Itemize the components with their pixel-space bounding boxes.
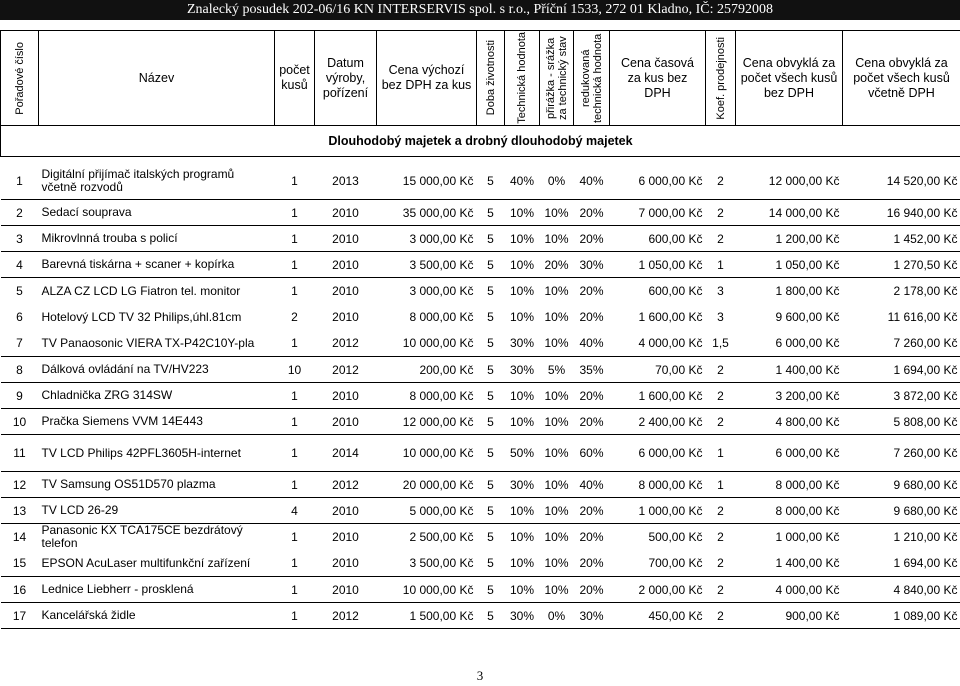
item-qty: 1 bbox=[275, 472, 315, 498]
table-row bbox=[1, 330, 960, 357]
table-row bbox=[1, 603, 960, 629]
item-tech: 40% bbox=[505, 163, 540, 200]
item-year: 2013 bbox=[315, 163, 377, 200]
row-number: 7 bbox=[1, 330, 39, 357]
item-total-vat: 5 808,00 Kč bbox=[843, 409, 960, 435]
item-total: 1 400,00 Kč bbox=[736, 550, 843, 577]
item-price: 15 000,00 Kč bbox=[377, 163, 477, 200]
item-tech: 10% bbox=[505, 200, 540, 226]
item-time-price: 450,00 Kč bbox=[610, 603, 706, 629]
item-total-vat: 3 872,00 Kč bbox=[843, 383, 960, 409]
item-price: 1 500,00 Kč bbox=[377, 603, 477, 629]
item-time-price: 2 400,00 Kč bbox=[610, 409, 706, 435]
col-header-name: Název bbox=[39, 31, 275, 126]
col-header-total-vat: Cena obvyklá za počet všech kusů včetně DPH bbox=[843, 31, 960, 126]
item-reduced: 20% bbox=[574, 550, 610, 577]
item-tech: 10% bbox=[505, 226, 540, 252]
item-price: 35 000,00 Kč bbox=[377, 200, 477, 226]
item-coef: 2 bbox=[706, 498, 736, 524]
item-total-vat: 1 210,00 Kč bbox=[893, 529, 958, 544]
col-header-time-price: Cena časová za kus bez DPH bbox=[610, 31, 706, 126]
table-row bbox=[1, 200, 960, 226]
item-total: 1 200,00 Kč bbox=[736, 226, 843, 252]
item-qty: 1 bbox=[275, 330, 315, 357]
item-name: Chladnička ZRG 314SW bbox=[39, 383, 275, 409]
item-reduced: 40% bbox=[574, 330, 610, 357]
item-total-vat: 14 520,00 Kč bbox=[843, 163, 960, 200]
item-time-price: 1 600,00 Kč bbox=[610, 383, 706, 409]
item-year: 2010 bbox=[315, 226, 377, 252]
table-row bbox=[1, 278, 960, 305]
item-price: 5 000,00 Kč bbox=[377, 498, 477, 524]
item-total-vat: 2 178,00 Kč bbox=[893, 283, 958, 298]
item-year: 2012 bbox=[315, 357, 377, 383]
item-name: Pračka Siemens VVM 14E443 bbox=[39, 409, 275, 435]
item-year: 2010 bbox=[332, 529, 359, 544]
item-total-vat: 7 260,00 Kč bbox=[843, 330, 960, 357]
item-total: 1 800,00 Kč bbox=[775, 283, 840, 298]
item-life: 5 bbox=[477, 409, 505, 435]
item-total: 6 000,00 Kč bbox=[736, 330, 843, 357]
item-adj: 10% bbox=[540, 226, 574, 252]
row-number: 15 bbox=[1, 550, 39, 577]
item-adj: 0% bbox=[540, 603, 574, 629]
item-adj: 0% bbox=[540, 163, 574, 200]
item-life: 5 bbox=[477, 252, 505, 278]
item-life: 5 bbox=[477, 472, 505, 498]
item-total: 14 000,00 Kč bbox=[736, 200, 843, 226]
item-year: 2012 bbox=[315, 472, 377, 498]
item-coef: 2 bbox=[706, 550, 736, 577]
item-year: 2010 bbox=[315, 550, 377, 577]
item-adj: 10% bbox=[544, 529, 569, 544]
item-year: 2012 bbox=[315, 603, 377, 629]
item-year: 2010 bbox=[315, 200, 377, 226]
item-price: 3 000,00 Kč bbox=[409, 283, 474, 298]
item-adj: 10% bbox=[540, 330, 574, 357]
row-number: 4 bbox=[1, 252, 39, 278]
item-qty: 1 bbox=[275, 383, 315, 409]
item-adj: 10% bbox=[540, 577, 574, 603]
item-price: 10 000,00 Kč bbox=[377, 330, 477, 357]
item-reduced: 20% bbox=[574, 409, 610, 435]
item-life: 5 bbox=[477, 435, 505, 472]
item-time-price: 700,00 Kč bbox=[610, 550, 706, 577]
item-total-vat: 1 452,00 Kč bbox=[843, 226, 960, 252]
item-life: 5 bbox=[477, 498, 505, 524]
table-row bbox=[1, 577, 960, 603]
item-time-price: 7 000,00 Kč bbox=[610, 200, 706, 226]
item-year: 2010 bbox=[332, 309, 359, 324]
item-total-vat: 9 680,00 Kč bbox=[843, 472, 960, 498]
page-header: Znalecký posudek 202-06/16 KN INTERSERVIS spol. s r.o., Příční 1533, 272 01 Kladno, IČ: 25792008 bbox=[0, 0, 960, 20]
item-year: 2014 bbox=[315, 435, 377, 472]
row-number: 2 bbox=[1, 200, 39, 226]
item-life: 5 bbox=[477, 226, 505, 252]
item-price: 2 500,00 Kč bbox=[409, 529, 474, 544]
item-tech: 10% bbox=[505, 409, 540, 435]
row-number: 9 bbox=[1, 383, 39, 409]
row-number: 13 bbox=[1, 498, 39, 524]
col-header-life: Doba životnosti bbox=[477, 31, 505, 126]
col-header-adj: přirážka - srážka za technický stav bbox=[540, 31, 574, 126]
item-year: 2010 bbox=[315, 383, 377, 409]
item-total-vat: 4 840,00 Kč bbox=[843, 577, 960, 603]
item-name: Mikrovlnná trouba s policí bbox=[39, 226, 275, 252]
item-time-price: 600,00 Kč bbox=[648, 283, 703, 298]
item-qty: 1 bbox=[275, 226, 315, 252]
page-number: 3 bbox=[476, 668, 484, 683]
item-qty: 1 bbox=[275, 603, 315, 629]
section-title: Dlouhodobý majetek a drobný dlouhodobý majetek bbox=[1, 126, 960, 157]
item-name: Lednice Liebherr - prosklená bbox=[39, 577, 275, 603]
item-qty: 1 bbox=[275, 550, 315, 577]
row-number: 12 bbox=[1, 472, 39, 498]
item-price: 10 000,00 Kč bbox=[377, 435, 477, 472]
item-name: TV LCD Philips 42PFL3605H-internet bbox=[39, 435, 275, 472]
item-adj: 10% bbox=[544, 283, 569, 298]
item-coef: 1 bbox=[706, 435, 736, 472]
item-reduced: 20% bbox=[574, 577, 610, 603]
item-tech: 10% bbox=[509, 283, 535, 298]
row-number: 17 bbox=[1, 603, 39, 629]
table-row bbox=[1, 435, 960, 472]
item-tech: 50% bbox=[505, 435, 540, 472]
item-qty: 1 bbox=[275, 252, 315, 278]
item-total: 900,00 Kč bbox=[736, 603, 843, 629]
item-tech: 10% bbox=[505, 550, 540, 577]
item-reduced: 20% bbox=[574, 383, 610, 409]
item-name: Digitální přijímač italských programů včetně rozvodů bbox=[39, 163, 275, 200]
item-reduced: 20% bbox=[574, 200, 610, 226]
item-adj: 10% bbox=[540, 383, 574, 409]
item-name: Dálková ovládání na TV/HV223 bbox=[39, 357, 275, 383]
item-time-price: 6 000,00 Kč bbox=[610, 163, 706, 200]
row-number: 16 bbox=[1, 577, 39, 603]
item-reduced: 20% bbox=[579, 283, 604, 298]
item-name: EPSON AcuLaser multifunkční zařízení bbox=[39, 550, 275, 577]
item-total-vat: 1 694,00 Kč bbox=[843, 357, 960, 383]
col-header-total: Cena obvyklá za počet všech kusů bez DPH bbox=[736, 31, 843, 126]
item-time-price: 1 600,00 Kč bbox=[638, 309, 703, 324]
item-coef: 2 bbox=[706, 409, 736, 435]
item-reduced: 60% bbox=[574, 435, 610, 472]
item-time-price: 1 050,00 Kč bbox=[610, 252, 706, 278]
table-row bbox=[1, 304, 960, 330]
table-row bbox=[1, 472, 960, 498]
row-number: 14 bbox=[12, 529, 27, 544]
item-price: 3 500,00 Kč bbox=[377, 550, 477, 577]
row-number: 8 bbox=[1, 357, 39, 383]
item-reduced: 40% bbox=[574, 163, 610, 200]
item-total: 1 000,00 Kč bbox=[775, 529, 840, 544]
item-tech: 10% bbox=[509, 529, 535, 544]
item-total: 8 000,00 Kč bbox=[736, 498, 843, 524]
item-coef: 1 bbox=[706, 472, 736, 498]
item-qty: 1 bbox=[275, 577, 315, 603]
col-header-qty: počet kusů bbox=[275, 31, 315, 126]
item-life: 5 bbox=[477, 550, 505, 577]
item-coef: 1,5 bbox=[706, 330, 736, 357]
col-header-order: Pořadové číslo bbox=[1, 31, 39, 126]
item-name: Sedací souprava bbox=[39, 200, 275, 226]
table-row bbox=[1, 498, 960, 524]
item-qty: 1 bbox=[275, 200, 315, 226]
item-tech: 30% bbox=[505, 603, 540, 629]
item-reduced: 20% bbox=[574, 498, 610, 524]
item-coef: 2 bbox=[706, 357, 736, 383]
item-coef: 2 bbox=[706, 200, 736, 226]
item-name: Kancelářská židle bbox=[39, 603, 275, 629]
item-tech: 10% bbox=[505, 252, 540, 278]
item-year: 2010 bbox=[332, 283, 359, 298]
item-name: Hotelový LCD TV 32 Philips,úhl.81cm bbox=[41, 309, 242, 324]
item-tech: 10% bbox=[505, 383, 540, 409]
item-time-price: 6 000,00 Kč bbox=[610, 435, 706, 472]
item-coef: 2 bbox=[706, 226, 736, 252]
item-reduced: 20% bbox=[574, 226, 610, 252]
item-total: 8 000,00 Kč bbox=[736, 472, 843, 498]
item-adj: 10% bbox=[540, 472, 574, 498]
item-price: 3 000,00 Kč bbox=[377, 226, 477, 252]
item-total-vat: 1 089,00 Kč bbox=[843, 603, 960, 629]
row-number: 3 bbox=[1, 226, 39, 252]
item-time-price: 2 000,00 Kč bbox=[610, 577, 706, 603]
item-qty: 4 bbox=[275, 498, 315, 524]
item-total: 3 200,00 Kč bbox=[736, 383, 843, 409]
item-total-vat: 9 680,00 Kč bbox=[843, 498, 960, 524]
item-year: 2010 bbox=[315, 577, 377, 603]
item-tech: 30% bbox=[505, 330, 540, 357]
table-header-row bbox=[1, 31, 960, 126]
item-coef: 2 bbox=[717, 529, 724, 544]
item-total: 1 050,00 Kč bbox=[736, 252, 843, 278]
item-total-vat: 11 616,00 Kč bbox=[887, 309, 958, 324]
item-total: 4 800,00 Kč bbox=[736, 409, 843, 435]
item-tech: 10% bbox=[509, 309, 535, 324]
item-coef: 2 bbox=[706, 603, 736, 629]
item-qty: 1 bbox=[275, 409, 315, 435]
item-reduced: 35% bbox=[574, 357, 610, 383]
table-row bbox=[1, 383, 960, 409]
col-header-tech: Technická hodnota bbox=[505, 31, 540, 126]
item-reduced: 40% bbox=[574, 472, 610, 498]
item-adj: 10% bbox=[544, 309, 569, 324]
item-price: 10 000,00 Kč bbox=[377, 577, 477, 603]
item-coef: 2 bbox=[706, 577, 736, 603]
item-adj: 20% bbox=[540, 252, 574, 278]
item-name: TV LCD 26-29 bbox=[39, 498, 275, 524]
item-life: 5 bbox=[487, 309, 494, 324]
item-time-price: 500,00 Kč bbox=[648, 529, 703, 544]
item-year: 2010 bbox=[315, 252, 377, 278]
item-name: Panasonic KX TCA175CE bezdrátový telefon bbox=[41, 523, 243, 550]
item-total-vat: 7 260,00 Kč bbox=[843, 435, 960, 472]
item-total: 1 400,00 Kč bbox=[736, 357, 843, 383]
item-name: TV Panaosonic VIERA TX-P42C10Y-pla bbox=[39, 330, 275, 357]
item-coef: 2 bbox=[706, 163, 736, 200]
item-qty: 2 bbox=[291, 309, 298, 324]
table-row bbox=[1, 252, 960, 278]
item-life: 5 bbox=[477, 383, 505, 409]
item-adj: 10% bbox=[540, 435, 574, 472]
section-row bbox=[1, 126, 960, 157]
item-total: 12 000,00 Kč bbox=[736, 163, 843, 200]
item-price: 200,00 Kč bbox=[377, 357, 477, 383]
col-header-coef: Koef. prodejnosti bbox=[706, 31, 736, 126]
item-qty: 1 bbox=[291, 283, 298, 298]
row-number: 1 bbox=[1, 163, 39, 200]
item-total-vat: 16 940,00 Kč bbox=[843, 200, 960, 226]
item-reduced: 20% bbox=[579, 529, 604, 544]
row-number: 11 bbox=[1, 435, 39, 472]
item-life: 5 bbox=[477, 577, 505, 603]
item-price: 8 000,00 Kč bbox=[377, 383, 477, 409]
item-life: 5 bbox=[477, 200, 505, 226]
item-qty: 1 bbox=[275, 435, 315, 472]
item-total-vat: 1 270,50 Kč bbox=[843, 252, 960, 278]
table-row bbox=[1, 226, 960, 252]
table-row bbox=[1, 550, 960, 577]
item-year: 2012 bbox=[315, 330, 377, 357]
item-coef: 2 bbox=[706, 383, 736, 409]
row-number: 6 bbox=[16, 309, 23, 324]
item-adj: 5% bbox=[540, 357, 574, 383]
item-life: 5 bbox=[487, 529, 494, 544]
item-life: 5 bbox=[487, 283, 494, 298]
col-header-date: Datum výroby, pořízení bbox=[315, 31, 377, 126]
item-adj: 10% bbox=[540, 498, 574, 524]
item-qty: 1 bbox=[291, 529, 298, 544]
row-number: 5 bbox=[16, 283, 23, 298]
table-row bbox=[1, 357, 960, 383]
item-time-price: 70,00 Kč bbox=[610, 357, 706, 383]
item-adj: 10% bbox=[540, 550, 574, 577]
item-total: 6 000,00 Kč bbox=[736, 435, 843, 472]
item-qty: 1 bbox=[275, 163, 315, 200]
item-total: 9 600,00 Kč bbox=[775, 309, 840, 324]
item-reduced: 30% bbox=[574, 252, 610, 278]
item-tech: 30% bbox=[505, 357, 540, 383]
item-year: 2010 bbox=[315, 498, 377, 524]
table-row bbox=[1, 524, 960, 551]
item-name: ALZA CZ LCD LG Fiatron tel. monitor bbox=[41, 283, 241, 298]
item-name: TV Samsung OS51D570 plazma bbox=[39, 472, 275, 498]
col-header-price: Cena výchozí bez DPH za kus bbox=[377, 31, 477, 126]
item-price: 12 000,00 Kč bbox=[377, 409, 477, 435]
table-row bbox=[1, 163, 960, 200]
item-qty: 10 bbox=[275, 357, 315, 383]
asset-table bbox=[0, 30, 960, 629]
item-adj: 10% bbox=[540, 409, 574, 435]
item-price: 20 000,00 Kč bbox=[377, 472, 477, 498]
item-life: 5 bbox=[477, 357, 505, 383]
item-tech: 30% bbox=[505, 472, 540, 498]
item-price: 3 500,00 Kč bbox=[377, 252, 477, 278]
col-header-reduced: redukovaná technická hodnota bbox=[574, 31, 610, 126]
item-reduced: 20% bbox=[579, 309, 604, 324]
item-life: 5 bbox=[477, 330, 505, 357]
item-coef: 3 bbox=[717, 283, 724, 298]
item-time-price: 600,00 Kč bbox=[610, 226, 706, 252]
item-coef: 1 bbox=[706, 252, 736, 278]
item-time-price: 1 000,00 Kč bbox=[610, 498, 706, 524]
item-name: Barevná tiskárna + scaner + kopírka bbox=[39, 252, 275, 278]
item-life: 5 bbox=[477, 163, 505, 200]
item-year: 2010 bbox=[315, 409, 377, 435]
item-reduced: 30% bbox=[574, 603, 610, 629]
item-coef: 3 bbox=[717, 309, 724, 324]
table-row bbox=[1, 409, 960, 435]
item-life: 5 bbox=[477, 603, 505, 629]
item-tech: 10% bbox=[505, 498, 540, 524]
item-price: 8 000,00 Kč bbox=[409, 309, 474, 324]
item-total: 4 000,00 Kč bbox=[736, 577, 843, 603]
item-adj: 10% bbox=[540, 200, 574, 226]
row-number: 10 bbox=[1, 409, 39, 435]
item-tech: 10% bbox=[505, 577, 540, 603]
item-total-vat: 1 694,00 Kč bbox=[843, 550, 960, 577]
item-time-price: 8 000,00 Kč bbox=[610, 472, 706, 498]
item-time-price: 4 000,00 Kč bbox=[610, 330, 706, 357]
